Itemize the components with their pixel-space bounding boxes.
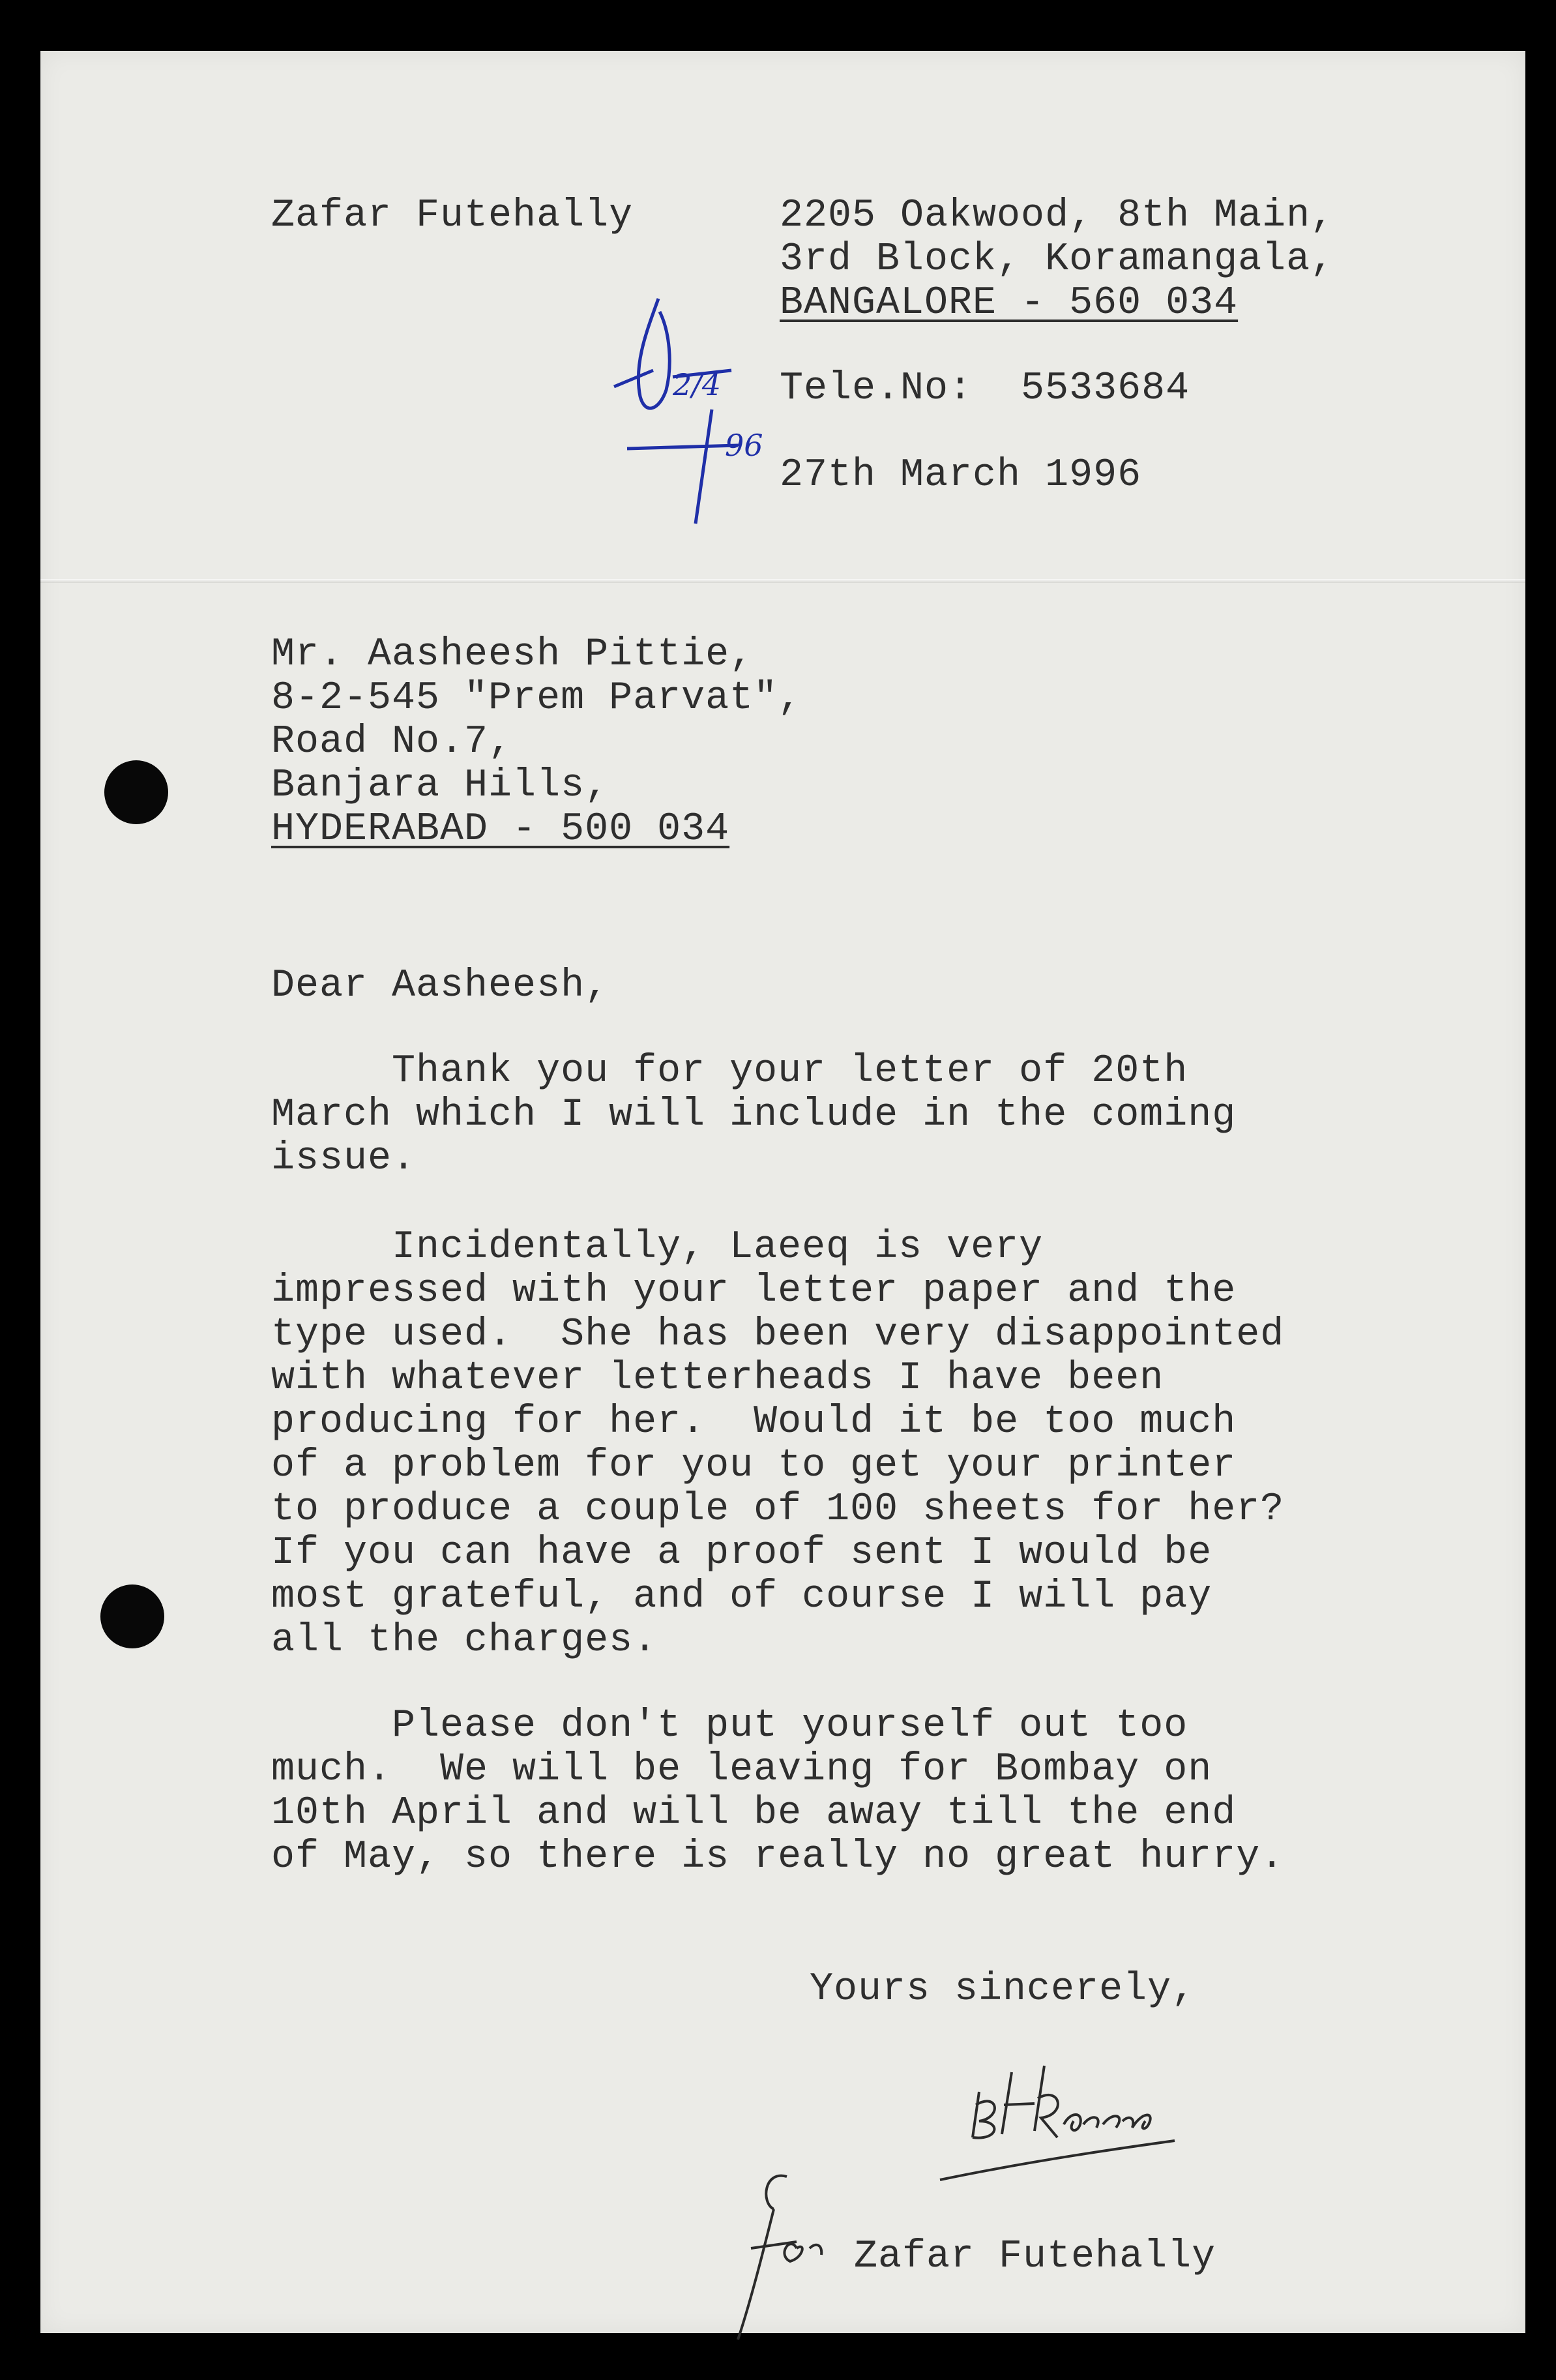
paragraph-1 [271,1050,1236,1181]
date-annotation-mark [608,273,764,533]
annotation-year: 96 [725,428,763,463]
letter-date: 27th March 1996 [780,453,1142,498]
paragraph-line: Incidentally, Laeeq is very [271,1225,1044,1270]
sender-name: Zafar Futehally [271,194,634,238]
paragraph-line: to produce a couple of 100 sheets for her? [271,1487,1285,1532]
closing: Yours sincerely, [810,1967,1196,2012]
handwritten-signature [888,2033,1201,2190]
signature-strokes [888,2033,1201,2190]
paragraph-line: March which I will include in the coming [271,1093,1237,1137]
paragraph-line: much. We will be leaving for Bombay on [271,1748,1212,1792]
paper-fold-line [40,579,1525,583]
paragraph-line: with whatever letterheads I have been [271,1356,1164,1401]
sender-address-line2: 3rd Block, Koramangala, [780,237,1335,282]
recipient-line2: 8-2-545 "Prem Parvat", [271,676,802,721]
recipient-line1: Mr. Aasheesh Pittie, [271,632,754,677]
punch-hole-top [104,760,168,824]
paragraph-line: Please don't put yourself out too [271,1704,1188,1748]
annotation-day: 2/4 [673,367,722,402]
paragraph-2 [271,1226,1284,1663]
paragraph-line: impressed with your letter paper and the [271,1269,1237,1313]
recipient-line5: HYDERABAD - 500 034 [271,807,730,852]
paragraph-line: of May, so there is really no great hurry. [271,1835,1285,1879]
handwritten-date-annotation [608,273,764,533]
recipient-line3: Road No.7, [271,720,513,764]
sender-phone: Tele.No: 5533684 [780,366,1190,411]
paragraph-line: of a problem for you to get your printer [271,1444,1237,1488]
paragraph-line: producing for her. Would it be too much [271,1400,1237,1444]
paragraph-3 [271,1704,1284,1879]
paragraph-line: If you can have a proof sent I would be [271,1531,1212,1575]
recipient-line4: Banjara Hills, [271,764,609,808]
sender-address-line1: 2205 Oakwood, 8th Main, [780,194,1335,238]
paragraph-line: Thank you for your letter of 20th [271,1049,1188,1093]
for-prefix-handwriting [725,2150,855,2359]
for-prefix-strokes [725,2150,855,2359]
paragraph-line: type used. She has been very disappointed [271,1313,1285,1357]
paragraph-line: most grateful, and of course I will pay [271,1575,1212,1619]
sender-address-line3: BANGALORE - 560 034 [780,281,1239,325]
salutation: Dear Aasheesh, [271,964,609,1008]
paragraph-line: 10th April and will be away till the end [271,1791,1237,1836]
typed-signature-name: Zafar Futehally [854,2235,1216,2279]
punch-hole-bottom [100,1584,164,1648]
paragraph-line: all the charges. [271,1618,658,1663]
paragraph-line: issue. [271,1137,417,1181]
letter-page [40,51,1525,2333]
